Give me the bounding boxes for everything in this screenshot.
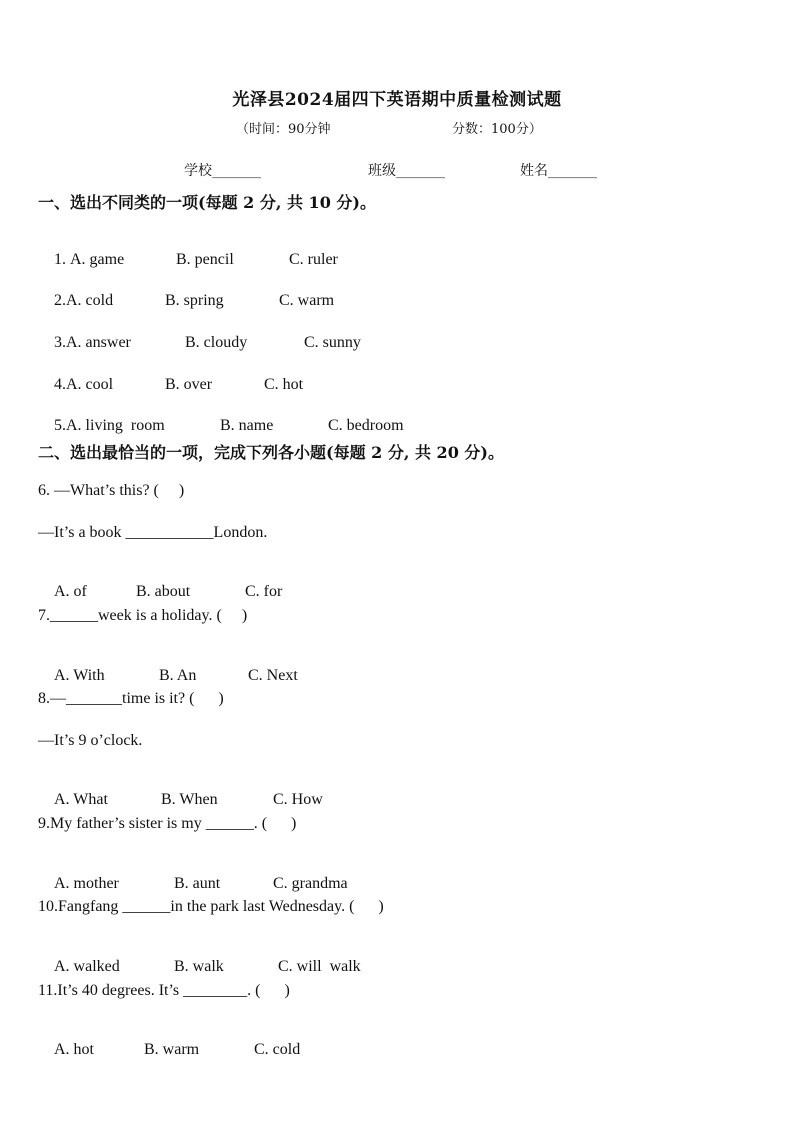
option-b: B. When xyxy=(161,791,218,808)
option-a: A. With xyxy=(54,667,105,684)
option-c: C. will walk xyxy=(278,958,361,975)
question-10-stem: 10.Fangfang ______in the park last Wednesday. ( ) xyxy=(38,898,384,915)
question-number: 1. xyxy=(54,251,70,268)
class-field: 班级_______ xyxy=(368,163,445,179)
question-number: 2. xyxy=(54,292,66,309)
question-11-options xyxy=(38,1023,300,1077)
option-b: B. name xyxy=(220,417,274,434)
question-9-stem: 9.My father’s sister is my ______. ( ) xyxy=(38,815,297,832)
question-7-stem: 7.______week is a holiday. ( ) xyxy=(38,607,248,624)
question-8-stem: 8.—_______time is it? ( ) xyxy=(38,690,224,707)
question-6-answer-line: —It’s a book ___________London. xyxy=(38,524,268,541)
time-label: （时间：90分钟 xyxy=(236,122,331,137)
option-c: C. How xyxy=(273,791,323,808)
name-field: 姓名_______ xyxy=(520,163,597,179)
option-b: B. spring xyxy=(165,292,224,309)
option-b: B. walk xyxy=(174,958,224,975)
question-number: 5. xyxy=(54,417,66,434)
option-b: B. An xyxy=(159,667,197,684)
section2-heading: 二、选出最恰当的一项，完成下列各小题(每题 2 分, 共 20 分)。 xyxy=(38,443,504,462)
option-c: C. cold xyxy=(254,1041,301,1058)
option-c: C. for xyxy=(245,583,283,600)
option-c: C. grandma xyxy=(273,875,348,892)
option-c: C. Next xyxy=(248,667,298,684)
option-b: B. over xyxy=(165,376,213,393)
page-title: 光泽县2024届四下英语期中质量检测试题 xyxy=(232,90,562,110)
option-b: B. pencil xyxy=(176,251,234,268)
option-b: B. cloudy xyxy=(185,334,248,351)
question-8-answer-line: —It’s 9 o’clock. xyxy=(38,732,143,749)
option-a: A. living room xyxy=(66,417,165,434)
option-b: B. warm xyxy=(144,1041,200,1058)
option-a: A. What xyxy=(54,791,108,808)
school-field: 学校_______ xyxy=(184,163,261,179)
question-6-stem: 6. —What’s this? ( ) xyxy=(38,482,185,499)
option-b: B. aunt xyxy=(174,875,221,892)
option-c: C. warm xyxy=(279,292,335,309)
option-a: A. walked xyxy=(54,958,120,975)
score-label: 分数：100分） xyxy=(452,122,542,137)
section1-heading: 一、选出不同类的一项(每题 2 分, 共 10 分)。 xyxy=(38,193,376,212)
option-a: A. cold xyxy=(66,292,114,309)
option-b: B. about xyxy=(136,583,191,600)
question-number: 3. xyxy=(54,334,66,351)
option-a: A. cool xyxy=(66,376,114,393)
option-a: A. game xyxy=(70,251,125,268)
option-a: A. hot xyxy=(54,1041,94,1058)
option-c: C. sunny xyxy=(304,334,361,351)
option-c: C. bedroom xyxy=(328,417,404,434)
option-c: C. hot xyxy=(264,376,304,393)
option-a: A. answer xyxy=(66,334,131,351)
option-a: A. mother xyxy=(54,875,119,892)
question-11-stem: 11.It’s 40 degrees. It’s ________. ( ) xyxy=(38,982,290,999)
option-a: A. of xyxy=(54,583,87,600)
option-c: C. ruler xyxy=(289,251,338,268)
question-number: 4. xyxy=(54,376,66,393)
